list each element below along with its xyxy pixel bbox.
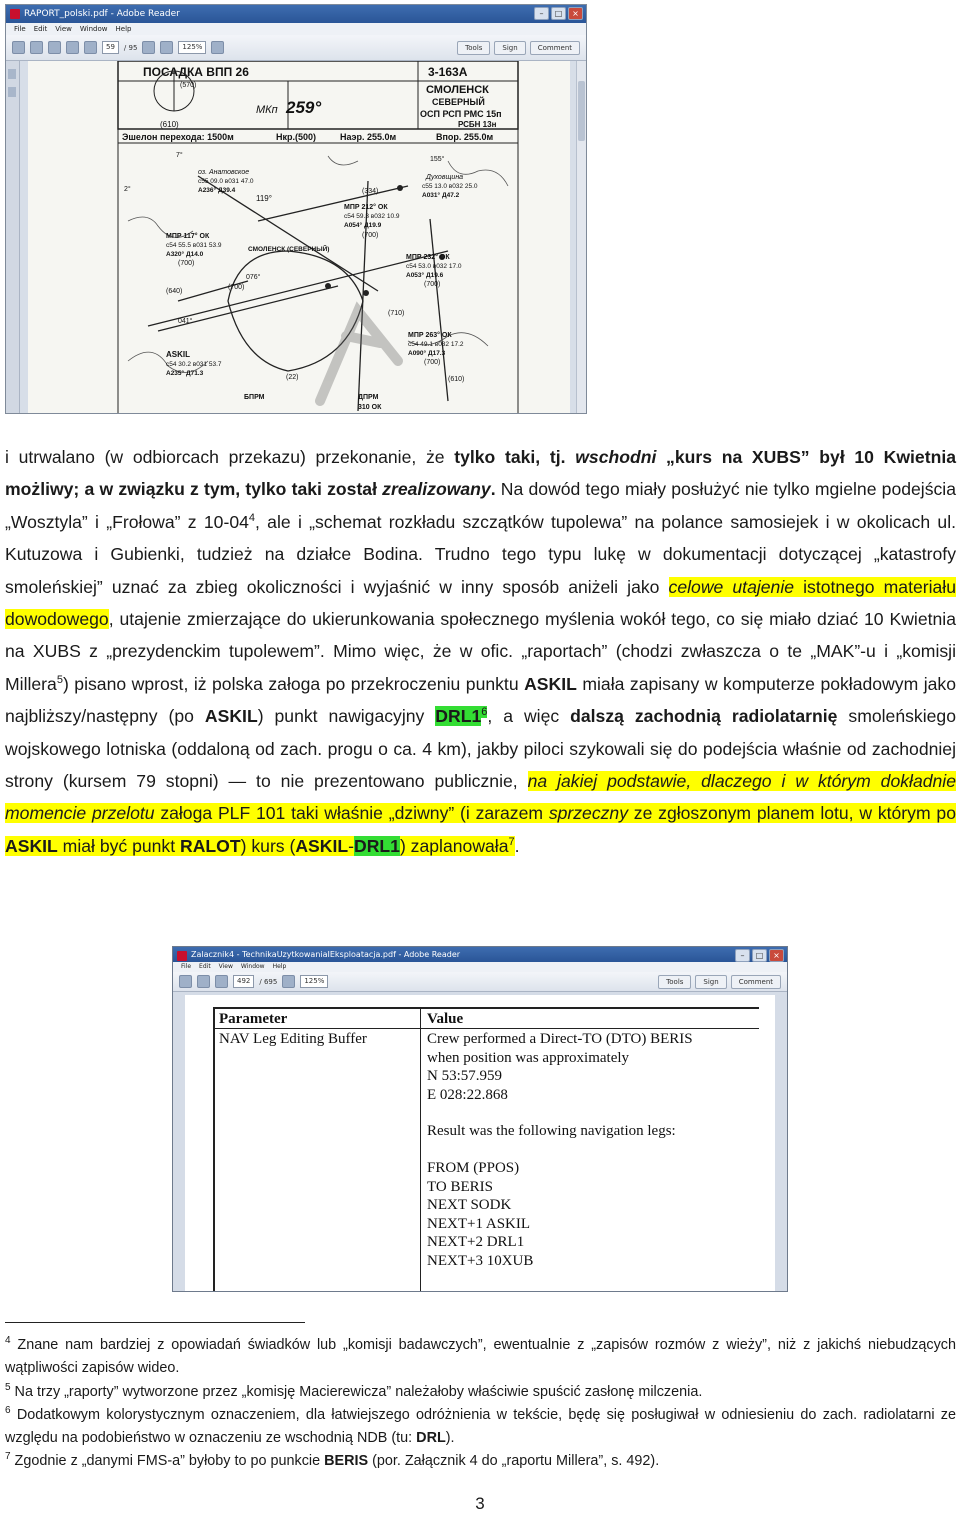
chart-airport: СЕВЕРНЫЙ — [432, 97, 485, 107]
tools-button[interactable]: Tools — [457, 41, 490, 55]
text-run: , ale i „schemat rozkładu szczątków tupolewa” na polance samosiejek i w okolicach ul. Kutuzowa i Gubienki, tudzież na działce Bodina. Trudno tego typu lukę w dokumentacji dotyczącej „katastrofy smoleńskiej” uznać za zbieg okoliczności i wyjaśnić w inny sposób aniżeli jako — [5, 511, 956, 597]
footnote-text: Na trzy „raporty” wytworzone przez „komisję Macierewicza” należałoby właściwie spuścić zasłonę milczenia. — [10, 1384, 703, 1400]
ralot-bold: RALOT — [180, 835, 241, 856]
msa-610: (610) — [160, 120, 179, 129]
minimize-button[interactable]: – — [534, 7, 549, 20]
menu-bar — [6, 23, 586, 35]
footnote-separator — [5, 1322, 305, 1323]
height-710: (710) — [388, 310, 405, 317]
askil-bold: ASKIL — [204, 706, 258, 727]
drl1-green-highlight: DRL1 — [435, 706, 482, 727]
value-line: when position was approximately — [427, 1049, 630, 1066]
bold-italic-run: zrealizowany — [382, 479, 491, 500]
footnote-text: Dodatkowym kolorystycznym oznaczeniem, dla łatwiejszego odróżnienia w tekście, będę się posługiwał w odniesieniu do zach. radiolatarni ze względu na podobieństwo w oznaczeniu ze wschodnią NDB (tu: — [5, 1407, 956, 1446]
document-page — [185, 995, 775, 1291]
comment-button[interactable]: Comment — [530, 41, 580, 55]
zoom-select[interactable]: 125% — [178, 41, 206, 54]
menu-view[interactable]: View — [218, 963, 233, 970]
window-titlebar — [173, 947, 787, 962]
adobe-reader-icon — [177, 951, 187, 961]
label-mpr263: МПР 263° ОК — [408, 332, 452, 339]
open-icon[interactable] — [12, 41, 25, 54]
label-anat-c1: с55 09.0 в031 47.0 — [198, 178, 254, 185]
maximize-button[interactable]: □ — [752, 949, 767, 962]
menu-edit[interactable]: Edit — [33, 25, 48, 33]
zoom-out-icon[interactable] — [282, 975, 295, 988]
menu-file[interactable]: File — [14, 25, 26, 33]
heading-041: 041° — [178, 318, 193, 325]
page-count: / 695 — [259, 977, 278, 986]
text-run: , a więc — [487, 706, 571, 727]
label-mpr212-c1: с54 59.3 в032 10.9 — [344, 213, 400, 220]
sign-button[interactable]: Sign — [494, 41, 525, 55]
table-header — [215, 1009, 759, 1029]
bold-run: . — [490, 479, 496, 500]
prev-page-icon[interactable] — [215, 975, 228, 988]
text-run: i utrwalano (w odbiorcach przekazu) przekonanie, że — [5, 447, 455, 467]
approach-chart-page — [28, 61, 570, 413]
msa-570: (570) — [180, 82, 197, 89]
menu-help[interactable]: Help — [272, 963, 287, 970]
label-duk-c2: А031° Д47.2 — [422, 192, 460, 199]
column-header-value: Value — [427, 1011, 464, 1027]
document-area — [6, 61, 586, 413]
vpor: Впор. 255.0м — [436, 132, 494, 142]
height-700d: (700) — [424, 359, 441, 366]
page-number: 3 — [475, 1494, 485, 1513]
label-mpr212-c2: А054° Д19.9 — [344, 222, 382, 229]
chart-header-left: ПОСАДКА ВПП 26 — [143, 65, 249, 79]
footnote-5 — [5, 1381, 956, 1404]
value-line: NEXT SODK — [427, 1197, 512, 1214]
height-700e: (700) — [228, 284, 245, 291]
value-line: TO BERIS — [427, 1178, 493, 1195]
bold-italic-run: wschodni — [575, 447, 657, 467]
chart-approach: ОСП РСП РМС 15п — [420, 109, 502, 119]
label-mpr232-c1: с54 53.0 в032 17.0 — [406, 263, 462, 270]
value-line: NEXT+3 10XUB — [427, 1252, 534, 1269]
print-icon[interactable] — [197, 975, 210, 988]
footnote-bold: BERIS — [324, 1453, 369, 1469]
chart-city: СМОЛЕНСК — [426, 84, 489, 96]
askil-bold: ASKIL — [5, 835, 58, 856]
highlighted-italic-run: sprzeczny — [548, 803, 629, 824]
menu-help[interactable]: Help — [115, 25, 132, 33]
label-dprm-value: 310 ОК — [358, 404, 382, 411]
footnote-ref-4[interactable]: 4 — [248, 511, 256, 524]
footnote-text: (por. Załącznik 4 do „raportu Millera”, s. 492). — [368, 1453, 660, 1469]
transition-level: Эшелон перехода: 1500м — [122, 132, 234, 142]
parameter-cell: NAV Leg Editing Buffer — [215, 1029, 421, 1292]
column-header-parameter: Parameter — [215, 1009, 421, 1028]
footnote-ref-7[interactable]: 7 — [508, 836, 515, 849]
value-line: NEXT+1 ASKIL — [427, 1215, 531, 1232]
value-line: N 53:57.959 — [427, 1068, 502, 1085]
value-line: FROM (PPOS) — [427, 1159, 520, 1176]
naer: Наэр. 255.0м — [340, 132, 397, 142]
highlighted-run: ) kurs ( — [240, 835, 296, 856]
height-610b: (610) — [448, 376, 465, 383]
footnote-bold: DRL — [416, 1430, 446, 1446]
highlighted-run: miał być punkt — [57, 835, 181, 856]
navigation-panel[interactable] — [6, 61, 20, 413]
open-icon[interactable] — [179, 975, 192, 988]
bold-run: dalszą zachodnią radiolatarnię — [570, 706, 838, 727]
menu-file[interactable]: File — [181, 963, 192, 970]
minimize-button[interactable]: – — [735, 949, 750, 962]
value-line: Result was the following navigation legs: — [427, 1123, 676, 1140]
label-mpr232-c2: А053° Д19.6 — [406, 272, 444, 279]
chart-mkp-value: 259° — [286, 98, 322, 117]
label-dprm: ДПРМ — [358, 394, 379, 401]
comment-button[interactable]: Comment — [731, 975, 781, 989]
label-mpr117: МПР 117° ОК — [166, 233, 210, 240]
footnote-number: 7 — [5, 1451, 11, 1463]
label-mpr117-c1: с54 55.5 в031 53.9 — [166, 242, 222, 249]
value-line: E 028:22.868 — [427, 1086, 508, 1103]
label-anat-c2: А236° Д39.4 — [198, 187, 236, 194]
menu-window[interactable]: Window — [79, 25, 108, 33]
highlighted-run: istotnego materiału dowodowego — [5, 576, 956, 630]
footnote-6 — [5, 1404, 956, 1450]
bold-run: tylko taki, tj. — [454, 447, 576, 467]
heading-076: 076° — [246, 274, 261, 281]
attachments-icon[interactable] — [8, 87, 16, 97]
footnote-ref-6[interactable]: 6 — [481, 706, 488, 719]
heading-7: 7° — [176, 152, 183, 159]
footnote-text: ). — [445, 1430, 455, 1446]
highlighted-run: załoga PLF 101 taki właśnie „dziwny” (i zarazem — [154, 803, 549, 824]
height-700c: (700) — [424, 281, 441, 288]
highlighted-run: ze zgłoszonym planem lotu, w którym po — [628, 803, 956, 824]
window-title: Zalacznik4 - TechnikaUzytkowaniaIEksploatacja.pdf - Adobe Reader — [191, 950, 461, 959]
label-askil-c2: А235° Д71.3 — [166, 370, 204, 377]
text-run: , utajenie zmierzające do ukierunkowania społecznego myślenia wokół tego, co się miało dziać 10 Kwietnia na XUBS z „prezydenckim tupolewem”. Mimo więc, że w ofic. „raportach” (chodzi zwłaszcza o te „MAK”-u i „komisji Millera — [5, 609, 956, 694]
vertical-scrollbar[interactable] — [576, 61, 586, 413]
zoom-out-icon[interactable] — [142, 41, 155, 54]
label-dukhovshchina: Духовщина — [426, 174, 464, 181]
next-page-icon[interactable] — [84, 41, 97, 54]
toolbar — [6, 35, 586, 61]
value-cell — [421, 1029, 759, 1292]
highlighted-run: - — [348, 835, 354, 856]
text-run: miała zapisany w komputerze pokładowym jako najbliższy/następny (po — [5, 673, 956, 727]
page-number-input[interactable]: 59 — [102, 41, 119, 54]
chart-rsbn: РСБН 13н — [458, 120, 497, 129]
heading-155: 155° — [430, 156, 445, 163]
pages-panel-icon[interactable] — [8, 69, 16, 79]
page-number-input[interactable]: 492 — [233, 975, 254, 988]
label-mpr232: МПР 232° ОК — [406, 254, 450, 261]
fit-page-icon[interactable] — [211, 41, 224, 54]
footnote-text: Zgodnie z „danymi FMS-a” byłoby to po punkcie — [10, 1453, 325, 1469]
text-run: ) pisano wprost, iż polska załoga po przekroczeniu punktu — [62, 673, 525, 694]
email-icon[interactable] — [48, 41, 61, 54]
value-line: Crew performed a Direct-TO (DTO) BERIS — [427, 1031, 693, 1047]
highlighted-italic-run: na jakiej podstawie, dlaczego i w którym dokładnie momencie przelotu — [5, 771, 956, 824]
sign-button[interactable]: Sign — [695, 975, 726, 989]
footnote-text: Znane nam bardziej z opowiadań świadków lub „komisji badawczych”, ewentualnie z „zapisów rozmów z wieży”, niż z jakichś niebudzących wątpliwości zapisów wideo. — [5, 1337, 956, 1376]
label-askil-c1: с54 30.2 в031 53.7 — [166, 361, 222, 368]
label-anatovskoe: оз. Анатовское — [198, 169, 250, 176]
highlighted-run: ) zaplanowała — [399, 835, 509, 856]
height-334: (334) — [362, 188, 379, 195]
label-duk-c1: с55 13.0 в032 25.0 — [422, 183, 478, 190]
scrollbar-thumb[interactable] — [578, 81, 585, 141]
footnote-7 — [5, 1450, 956, 1473]
body-paragraph — [5, 441, 956, 862]
menu-bar — [173, 962, 787, 972]
highlighted-italic-run: celowe utajenie — [668, 576, 795, 597]
print-icon[interactable] — [30, 41, 43, 54]
askil-bold: ASKIL — [295, 835, 349, 856]
reader-window-table — [172, 946, 788, 1292]
menu-view[interactable]: View — [55, 25, 72, 33]
adobe-reader-icon — [10, 9, 20, 19]
nkr: Нкр.(500) — [276, 132, 317, 142]
parameter-table — [213, 1007, 759, 1291]
height-700b: (700) — [178, 260, 195, 267]
table-row — [215, 1029, 759, 1292]
window-title: RAPORT_polski.pdf - Adobe Reader — [24, 9, 180, 19]
toolbar — [173, 972, 787, 992]
footnote-number: 4 — [5, 1335, 11, 1347]
text-run: Na dowód tego miały posłużyć nie tylko mgielne podejścia „Wosztyla” i „Frołowa” z 10-04 — [5, 479, 956, 532]
prev-page-icon[interactable] — [66, 41, 79, 54]
label-bprm: БПРМ — [244, 394, 265, 401]
text-run: . — [514, 835, 520, 856]
menu-window[interactable]: Window — [240, 963, 265, 970]
close-button[interactable]: × — [769, 949, 784, 962]
heading-2: 2° — [124, 186, 131, 193]
footnote-number: 6 — [5, 1405, 11, 1417]
label-mpr263-c2: А090° Д17.3 — [408, 350, 446, 357]
askil-bold: ASKIL — [524, 673, 577, 694]
zoom-in-icon[interactable] — [160, 41, 173, 54]
footnote-number: 5 — [5, 1382, 11, 1394]
height-700a: (700) — [362, 232, 379, 239]
chart-mkp-label: МКп — [256, 104, 278, 116]
zoom-select[interactable]: 125% — [300, 975, 328, 988]
height-22: (22) — [286, 374, 299, 381]
maximize-button[interactable]: □ — [551, 7, 566, 20]
reader-window-chart — [5, 4, 587, 414]
drl1-green-highlight: DRL1 — [353, 835, 400, 856]
menu-edit[interactable]: Edit — [199, 963, 211, 970]
label-mpr117-c2: А320° Д14.0 — [166, 251, 204, 258]
height-640: (640) — [166, 288, 183, 295]
label-mpr212: МПР 212° ОК — [344, 204, 388, 211]
text-run: ) punkt nawigacyjny — [257, 706, 436, 727]
value-line: NEXT+2 DRL1 — [427, 1234, 525, 1251]
label-askil: ASKIL — [166, 350, 190, 359]
chart-code: 3-163А — [428, 65, 468, 79]
label-mpr263-c1: с54 49.1 в032 17.2 — [408, 341, 464, 348]
heading-119: 119° — [256, 194, 272, 203]
bold-run: „kurs na XUBS” był 10 Kwietnia możliwy; a w związku z tym, tylko taki został — [5, 447, 956, 500]
text-run: smoleńskiego wojskowego lotniska (oddaloną od zach. progu o ca. 4 km), jakby piloci szykowali się do podejścia właśnie od zachodniej strony (kursem 79 stopni) — to nie prezentowano publicznie, — [5, 706, 956, 792]
label-smolensk-north: СМОЛЕНСК (СЕВЕРНЫЙ) — [248, 246, 330, 253]
window-titlebar — [6, 5, 586, 23]
footnote-4 — [5, 1334, 956, 1380]
page-count: / 95 — [123, 43, 138, 52]
footnote-ref-5[interactable]: 5 — [56, 673, 63, 686]
close-button[interactable]: × — [568, 7, 583, 20]
tools-button[interactable]: Tools — [658, 975, 691, 989]
